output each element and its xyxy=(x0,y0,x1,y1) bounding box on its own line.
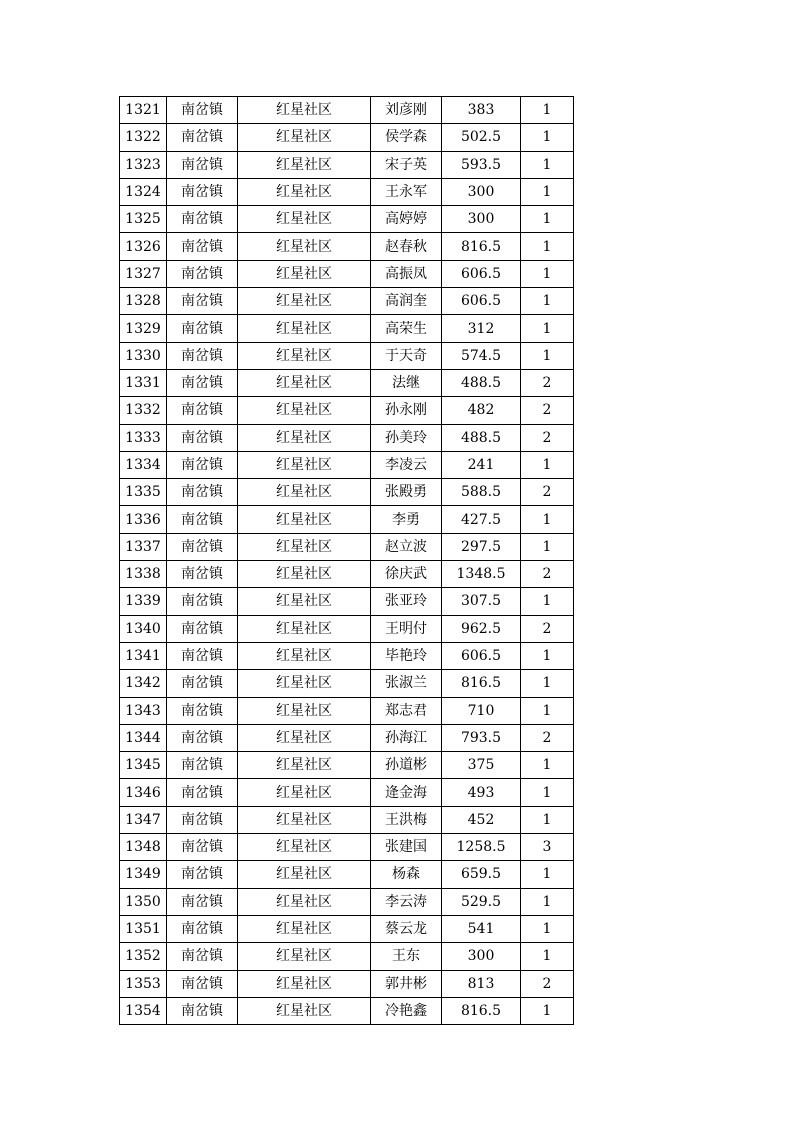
cell-id: 1354 xyxy=(120,997,167,1024)
cell-id: 1339 xyxy=(120,588,167,615)
cell-name: 徐庆武 xyxy=(371,561,442,588)
cell-id: 1336 xyxy=(120,506,167,533)
table-row xyxy=(120,260,574,287)
cell-town: 南岔镇 xyxy=(167,315,238,342)
cell-community: 红星社区 xyxy=(238,697,371,724)
cell-town: 南岔镇 xyxy=(167,834,238,861)
cell-town: 南岔镇 xyxy=(167,779,238,806)
cell-community: 红星社区 xyxy=(238,424,371,451)
cell-town: 南岔镇 xyxy=(167,451,238,478)
cell-count: 1 xyxy=(521,260,574,287)
table-row xyxy=(120,178,574,205)
cell-amount: 816.5 xyxy=(442,233,521,260)
cell-community: 红星社区 xyxy=(238,888,371,915)
cell-community: 红星社区 xyxy=(238,861,371,888)
cell-id: 1327 xyxy=(120,260,167,287)
table-row xyxy=(120,697,574,724)
cell-count: 1 xyxy=(521,779,574,806)
cell-id: 1323 xyxy=(120,151,167,178)
cell-name: 孙海江 xyxy=(371,724,442,751)
cell-community: 红星社区 xyxy=(238,670,371,697)
cell-name: 王洪梅 xyxy=(371,806,442,833)
cell-id: 1333 xyxy=(120,424,167,451)
cell-amount: 574.5 xyxy=(442,342,521,369)
cell-name: 宋子英 xyxy=(371,151,442,178)
cell-count: 2 xyxy=(521,615,574,642)
cell-name: 张建国 xyxy=(371,834,442,861)
table-row xyxy=(120,451,574,478)
cell-name: 郭井彬 xyxy=(371,970,442,997)
table-row xyxy=(120,369,574,396)
cell-name: 李勇 xyxy=(371,506,442,533)
cell-id: 1331 xyxy=(120,369,167,396)
cell-community: 红星社区 xyxy=(238,834,371,861)
cell-count: 1 xyxy=(521,124,574,151)
cell-town: 南岔镇 xyxy=(167,970,238,997)
cell-community: 红星社区 xyxy=(238,779,371,806)
cell-community: 红星社区 xyxy=(238,615,371,642)
cell-town: 南岔镇 xyxy=(167,124,238,151)
cell-amount: 482 xyxy=(442,397,521,424)
cell-town: 南岔镇 xyxy=(167,752,238,779)
cell-town: 南岔镇 xyxy=(167,588,238,615)
cell-amount: 300 xyxy=(442,206,521,233)
cell-id: 1328 xyxy=(120,288,167,315)
cell-count: 2 xyxy=(521,479,574,506)
cell-town: 南岔镇 xyxy=(167,888,238,915)
cell-id: 1329 xyxy=(120,315,167,342)
table-row xyxy=(120,642,574,669)
cell-id: 1340 xyxy=(120,615,167,642)
cell-name: 杨森 xyxy=(371,861,442,888)
cell-count: 1 xyxy=(521,888,574,915)
cell-count: 1 xyxy=(521,861,574,888)
cell-count: 1 xyxy=(521,151,574,178)
cell-id: 1326 xyxy=(120,233,167,260)
cell-town: 南岔镇 xyxy=(167,369,238,396)
cell-id: 1350 xyxy=(120,888,167,915)
cell-town: 南岔镇 xyxy=(167,806,238,833)
cell-id: 1344 xyxy=(120,724,167,751)
cell-name: 于天奇 xyxy=(371,342,442,369)
cell-community: 红星社区 xyxy=(238,943,371,970)
cell-id: 1345 xyxy=(120,752,167,779)
cell-name: 法继 xyxy=(371,369,442,396)
cell-community: 红星社区 xyxy=(238,752,371,779)
table-row xyxy=(120,943,574,970)
cell-name: 王永军 xyxy=(371,178,442,205)
cell-town: 南岔镇 xyxy=(167,943,238,970)
cell-amount: 241 xyxy=(442,451,521,478)
cell-town: 南岔镇 xyxy=(167,561,238,588)
cell-name: 郑志君 xyxy=(371,697,442,724)
cell-town: 南岔镇 xyxy=(167,178,238,205)
cell-id: 1337 xyxy=(120,533,167,560)
table-row xyxy=(120,888,574,915)
table-row xyxy=(120,206,574,233)
cell-amount: 488.5 xyxy=(442,369,521,396)
cell-amount: 710 xyxy=(442,697,521,724)
table-row xyxy=(120,970,574,997)
cell-town: 南岔镇 xyxy=(167,724,238,751)
cell-community: 红星社区 xyxy=(238,997,371,1024)
table-body xyxy=(120,97,574,1025)
cell-community: 红星社区 xyxy=(238,233,371,260)
cell-name: 侯学森 xyxy=(371,124,442,151)
cell-amount: 452 xyxy=(442,806,521,833)
table-row xyxy=(120,752,574,779)
cell-name: 刘彦刚 xyxy=(371,97,442,124)
cell-community: 红星社区 xyxy=(238,315,371,342)
cell-town: 南岔镇 xyxy=(167,288,238,315)
cell-community: 红星社区 xyxy=(238,451,371,478)
table-row xyxy=(120,997,574,1024)
cell-id: 1353 xyxy=(120,970,167,997)
cell-community: 红星社区 xyxy=(238,260,371,287)
cell-community: 红星社区 xyxy=(238,724,371,751)
cell-amount: 300 xyxy=(442,178,521,205)
table-row xyxy=(120,97,574,124)
cell-count: 1 xyxy=(521,670,574,697)
cell-community: 红星社区 xyxy=(238,642,371,669)
cell-name: 张殿勇 xyxy=(371,479,442,506)
cell-town: 南岔镇 xyxy=(167,697,238,724)
cell-community: 红星社区 xyxy=(238,588,371,615)
cell-amount: 659.5 xyxy=(442,861,521,888)
cell-id: 1335 xyxy=(120,479,167,506)
cell-count: 1 xyxy=(521,315,574,342)
cell-amount: 1258.5 xyxy=(442,834,521,861)
cell-amount: 375 xyxy=(442,752,521,779)
cell-count: 3 xyxy=(521,834,574,861)
cell-count: 1 xyxy=(521,288,574,315)
table-row xyxy=(120,615,574,642)
cell-id: 1349 xyxy=(120,861,167,888)
cell-id: 1334 xyxy=(120,451,167,478)
cell-count: 2 xyxy=(521,397,574,424)
table-row xyxy=(120,124,574,151)
cell-count: 1 xyxy=(521,451,574,478)
cell-community: 红星社区 xyxy=(238,970,371,997)
cell-count: 1 xyxy=(521,588,574,615)
cell-amount: 502.5 xyxy=(442,124,521,151)
cell-name: 赵春秋 xyxy=(371,233,442,260)
cell-id: 1343 xyxy=(120,697,167,724)
cell-amount: 493 xyxy=(442,779,521,806)
cell-count: 2 xyxy=(521,970,574,997)
cell-count: 1 xyxy=(521,943,574,970)
cell-count: 1 xyxy=(521,997,574,1024)
cell-name: 高荣生 xyxy=(371,315,442,342)
cell-town: 南岔镇 xyxy=(167,642,238,669)
table-row xyxy=(120,233,574,260)
table-row xyxy=(120,588,574,615)
cell-community: 红星社区 xyxy=(238,288,371,315)
cell-amount: 427.5 xyxy=(442,506,521,533)
table-row xyxy=(120,151,574,178)
cell-count: 1 xyxy=(521,697,574,724)
cell-amount: 1348.5 xyxy=(442,561,521,588)
cell-id: 1348 xyxy=(120,834,167,861)
cell-town: 南岔镇 xyxy=(167,397,238,424)
cell-community: 红星社区 xyxy=(238,178,371,205)
cell-town: 南岔镇 xyxy=(167,915,238,942)
cell-amount: 793.5 xyxy=(442,724,521,751)
cell-name: 李云涛 xyxy=(371,888,442,915)
cell-amount: 606.5 xyxy=(442,288,521,315)
cell-amount: 300 xyxy=(442,943,521,970)
cell-name: 孙美玲 xyxy=(371,424,442,451)
cell-community: 红星社区 xyxy=(238,206,371,233)
table-row xyxy=(120,861,574,888)
cell-community: 红星社区 xyxy=(238,806,371,833)
cell-community: 红星社区 xyxy=(238,479,371,506)
cell-amount: 962.5 xyxy=(442,615,521,642)
cell-town: 南岔镇 xyxy=(167,506,238,533)
cell-town: 南岔镇 xyxy=(167,533,238,560)
cell-community: 红星社区 xyxy=(238,124,371,151)
cell-amount: 297.5 xyxy=(442,533,521,560)
table-row xyxy=(120,342,574,369)
cell-town: 南岔镇 xyxy=(167,260,238,287)
cell-count: 1 xyxy=(521,752,574,779)
cell-community: 红星社区 xyxy=(238,151,371,178)
cell-amount: 307.5 xyxy=(442,588,521,615)
table-row xyxy=(120,315,574,342)
cell-id: 1332 xyxy=(120,397,167,424)
cell-name: 高婷婷 xyxy=(371,206,442,233)
table-row xyxy=(120,479,574,506)
table-row xyxy=(120,670,574,697)
cell-count: 1 xyxy=(521,506,574,533)
cell-id: 1322 xyxy=(120,124,167,151)
cell-town: 南岔镇 xyxy=(167,861,238,888)
cell-id: 1330 xyxy=(120,342,167,369)
cell-id: 1342 xyxy=(120,670,167,697)
cell-town: 南岔镇 xyxy=(167,479,238,506)
cell-community: 红星社区 xyxy=(238,915,371,942)
cell-amount: 816.5 xyxy=(442,997,521,1024)
table-row xyxy=(120,915,574,942)
cell-amount: 541 xyxy=(442,915,521,942)
cell-name: 王东 xyxy=(371,943,442,970)
cell-count: 1 xyxy=(521,642,574,669)
cell-town: 南岔镇 xyxy=(167,670,238,697)
cell-amount: 383 xyxy=(442,97,521,124)
cell-amount: 813 xyxy=(442,970,521,997)
data-table xyxy=(119,96,574,1025)
cell-community: 红星社区 xyxy=(238,561,371,588)
cell-amount: 312 xyxy=(442,315,521,342)
cell-id: 1351 xyxy=(120,915,167,942)
table-row xyxy=(120,506,574,533)
cell-town: 南岔镇 xyxy=(167,233,238,260)
cell-name: 毕艳玲 xyxy=(371,642,442,669)
cell-count: 1 xyxy=(521,533,574,560)
cell-count: 1 xyxy=(521,342,574,369)
cell-count: 2 xyxy=(521,369,574,396)
cell-count: 1 xyxy=(521,806,574,833)
cell-town: 南岔镇 xyxy=(167,997,238,1024)
table-row xyxy=(120,779,574,806)
cell-count: 2 xyxy=(521,724,574,751)
cell-town: 南岔镇 xyxy=(167,615,238,642)
cell-community: 红星社区 xyxy=(238,506,371,533)
cell-count: 1 xyxy=(521,915,574,942)
cell-name: 蔡云龙 xyxy=(371,915,442,942)
cell-community: 红星社区 xyxy=(238,369,371,396)
cell-name: 张淑兰 xyxy=(371,670,442,697)
cell-id: 1324 xyxy=(120,178,167,205)
cell-name: 张亚玲 xyxy=(371,588,442,615)
cell-community: 红星社区 xyxy=(238,397,371,424)
cell-town: 南岔镇 xyxy=(167,424,238,451)
cell-name: 李凌云 xyxy=(371,451,442,478)
cell-town: 南岔镇 xyxy=(167,97,238,124)
cell-id: 1338 xyxy=(120,561,167,588)
cell-amount: 593.5 xyxy=(442,151,521,178)
cell-amount: 588.5 xyxy=(442,479,521,506)
cell-name: 逄金海 xyxy=(371,779,442,806)
cell-id: 1325 xyxy=(120,206,167,233)
cell-community: 红星社区 xyxy=(238,342,371,369)
table-row xyxy=(120,834,574,861)
cell-community: 红星社区 xyxy=(238,533,371,560)
table-row xyxy=(120,806,574,833)
cell-amount: 816.5 xyxy=(442,670,521,697)
cell-id: 1341 xyxy=(120,642,167,669)
cell-name: 高振凤 xyxy=(371,260,442,287)
cell-name: 孙永刚 xyxy=(371,397,442,424)
cell-amount: 529.5 xyxy=(442,888,521,915)
cell-amount: 606.5 xyxy=(442,260,521,287)
table-row xyxy=(120,561,574,588)
cell-count: 1 xyxy=(521,97,574,124)
cell-community: 红星社区 xyxy=(238,97,371,124)
cell-count: 1 xyxy=(521,206,574,233)
cell-town: 南岔镇 xyxy=(167,151,238,178)
cell-amount: 606.5 xyxy=(442,642,521,669)
table-row xyxy=(120,288,574,315)
table-row xyxy=(120,397,574,424)
cell-name: 孙道彬 xyxy=(371,752,442,779)
cell-count: 2 xyxy=(521,424,574,451)
cell-amount: 488.5 xyxy=(442,424,521,451)
cell-town: 南岔镇 xyxy=(167,206,238,233)
cell-name: 赵立波 xyxy=(371,533,442,560)
table-row xyxy=(120,533,574,560)
table-row xyxy=(120,724,574,751)
cell-name: 冷艳鑫 xyxy=(371,997,442,1024)
cell-count: 2 xyxy=(521,561,574,588)
cell-id: 1352 xyxy=(120,943,167,970)
cell-count: 1 xyxy=(521,178,574,205)
cell-count: 1 xyxy=(521,233,574,260)
cell-id: 1321 xyxy=(120,97,167,124)
cell-name: 王明付 xyxy=(371,615,442,642)
cell-id: 1347 xyxy=(120,806,167,833)
cell-name: 高润奎 xyxy=(371,288,442,315)
cell-town: 南岔镇 xyxy=(167,342,238,369)
table-row xyxy=(120,424,574,451)
cell-id: 1346 xyxy=(120,779,167,806)
